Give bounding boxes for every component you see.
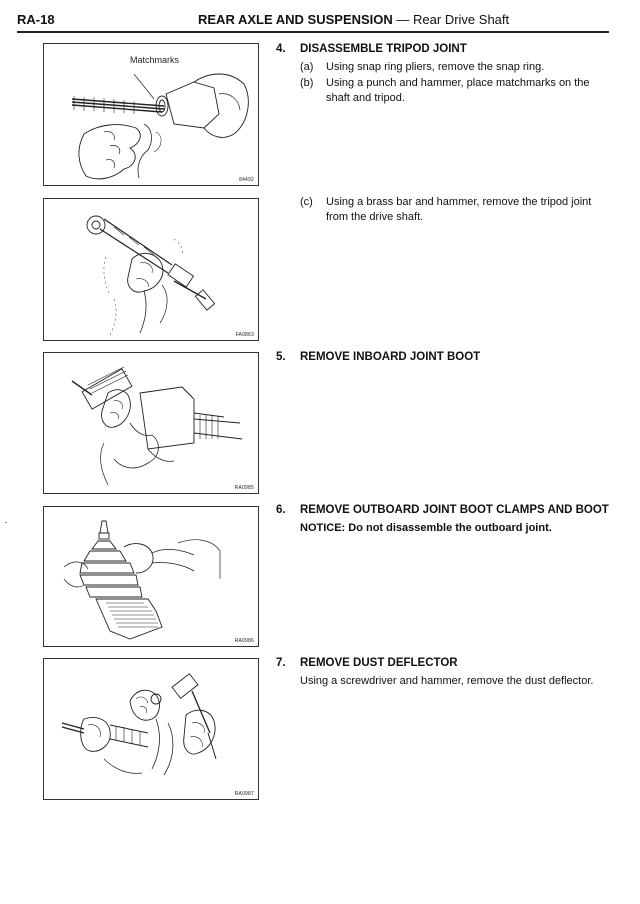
step-title: DISASSEMBLE TRIPOD JOINT [300, 43, 467, 55]
figure-code: RA0985 [234, 485, 254, 491]
tripod-removal-illustration [44, 199, 258, 340]
section-title: REAR AXLE AND SUSPENSION [198, 12, 393, 27]
outboard-boot-illustration [44, 507, 258, 646]
figure-code: RA0987 [234, 791, 254, 797]
step-instruction: Using a screwdriver and hammer, remove the dust deflector. [300, 675, 594, 687]
substep-c [300, 195, 606, 227]
step-number: 7. [276, 657, 286, 669]
figure-outboard-boot [43, 506, 259, 647]
substep-label: (a) [300, 61, 314, 73]
step-7 [276, 656, 606, 706]
substep-a [300, 60, 606, 76]
step-title: REMOVE INBOARD JOINT BOOT [300, 351, 481, 363]
figure-matchmarks [43, 43, 259, 186]
page-header [17, 12, 609, 32]
figure-code: FA0863 [235, 332, 254, 338]
substep-text: Using a brass bar and hammer, remove the tripod joint from the drive shaft. [326, 196, 592, 223]
step-title: REMOVE DUST DEFLECTOR [300, 657, 458, 669]
substep-text: Using snap ring pliers, remove the snap ring. [326, 61, 545, 73]
figure-dust-deflector [43, 658, 259, 800]
scan-artifact [5, 522, 7, 523]
callout-matchmarks: Matchmarks [130, 55, 180, 65]
figure-code: RA0986 [234, 638, 254, 644]
step-4 [276, 42, 606, 242]
matchmarks-illustration [44, 44, 258, 185]
substep-b [300, 76, 606, 108]
figure-tripod-removal [43, 198, 259, 341]
header-title [198, 12, 509, 27]
page-number: RA-18 [17, 12, 55, 27]
header-rule [17, 31, 609, 33]
figure-code: 84492 [239, 177, 254, 183]
step-6 [276, 503, 609, 543]
substep-label: (c) [300, 196, 313, 208]
dust-deflector-illustration [44, 659, 258, 799]
subsection-title: Rear Drive Shaft [413, 12, 510, 27]
substep-text: Using a punch and hammer, place matchmarks on the shaft and tripod. [326, 77, 590, 104]
substep-label: (b) [300, 77, 314, 89]
step-5 [276, 350, 606, 370]
step-title: REMOVE OUTBOARD JOINT BOOT CLAMPS AND BOOT [300, 504, 609, 516]
figure-inboard-boot [43, 352, 259, 494]
step-number: 6. [276, 504, 286, 516]
title-separator: — [392, 12, 414, 27]
step-number: 5. [276, 351, 286, 363]
step-number: 4. [276, 43, 286, 55]
notice-text: NOTICE: Do not disassemble the outboard joint. [300, 522, 552, 534]
inboard-boot-illustration [44, 353, 258, 493]
